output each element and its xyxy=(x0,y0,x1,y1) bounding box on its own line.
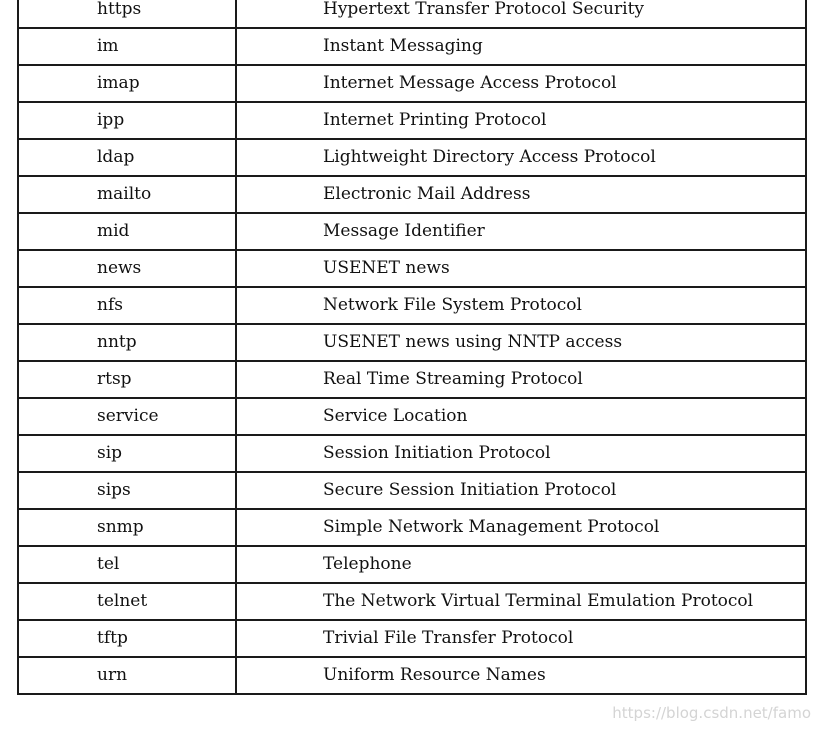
scheme-cell: tftp xyxy=(18,620,236,657)
description-cell: Service Location xyxy=(236,398,806,435)
description-cell: Electronic Mail Address xyxy=(236,176,806,213)
description-cell: USENET news using NNTP access xyxy=(236,324,806,361)
description-cell: The Network Virtual Terminal Emulation Protocol xyxy=(236,583,806,620)
description-cell: Telephone xyxy=(236,546,806,583)
description-cell: Secure Session Initiation Protocol xyxy=(236,472,806,509)
scheme-cell: news xyxy=(18,250,236,287)
watermark: https://blog.csdn.net/famo xyxy=(612,704,811,722)
description-cell: Internet Printing Protocol xyxy=(236,102,806,139)
scheme-cell: mid xyxy=(18,213,236,250)
description-cell: Simple Network Management Protocol xyxy=(236,509,806,546)
table-row xyxy=(18,361,806,398)
uri-scheme-table xyxy=(17,0,807,695)
scheme-cell: service xyxy=(18,398,236,435)
scheme-cell: sips xyxy=(18,472,236,509)
table-row xyxy=(18,546,806,583)
table-row xyxy=(18,250,806,287)
table-row xyxy=(18,287,806,324)
table-row xyxy=(18,435,806,472)
scheme-cell: nntp xyxy=(18,324,236,361)
table-row xyxy=(18,583,806,620)
table-row xyxy=(18,324,806,361)
table-row xyxy=(18,657,806,694)
scheme-cell: sip xyxy=(18,435,236,472)
table-row xyxy=(18,0,806,28)
table-row xyxy=(18,102,806,139)
scheme-cell: telnet xyxy=(18,583,236,620)
description-cell: Message Identifier xyxy=(236,213,806,250)
scheme-cell: https xyxy=(18,0,236,28)
scheme-cell: nfs xyxy=(18,287,236,324)
description-cell: Real Time Streaming Protocol xyxy=(236,361,806,398)
description-cell: Lightweight Directory Access Protocol xyxy=(236,139,806,176)
table-row xyxy=(18,139,806,176)
scheme-cell: im xyxy=(18,28,236,65)
scheme-cell: ipp xyxy=(18,102,236,139)
table-row xyxy=(18,620,806,657)
scheme-cell: urn xyxy=(18,657,236,694)
table-row xyxy=(18,28,806,65)
description-cell: Trivial File Transfer Protocol xyxy=(236,620,806,657)
scheme-cell: mailto xyxy=(18,176,236,213)
table-row xyxy=(18,398,806,435)
description-cell: Session Initiation Protocol xyxy=(236,435,806,472)
description-cell: Uniform Resource Names xyxy=(236,657,806,694)
description-cell: USENET news xyxy=(236,250,806,287)
scheme-cell: rtsp xyxy=(18,361,236,398)
description-cell: Internet Message Access Protocol xyxy=(236,65,806,102)
description-cell: Instant Messaging xyxy=(236,28,806,65)
scheme-cell: imap xyxy=(18,65,236,102)
table-row xyxy=(18,213,806,250)
scheme-cell: ldap xyxy=(18,139,236,176)
uri-scheme-table-container xyxy=(17,0,805,695)
scheme-cell: snmp xyxy=(18,509,236,546)
table-row xyxy=(18,509,806,546)
description-cell: Hypertext Transfer Protocol Security xyxy=(236,0,806,28)
table-row xyxy=(18,176,806,213)
table-row xyxy=(18,472,806,509)
description-cell: Network File System Protocol xyxy=(236,287,806,324)
scheme-cell: tel xyxy=(18,546,236,583)
table-row xyxy=(18,65,806,102)
